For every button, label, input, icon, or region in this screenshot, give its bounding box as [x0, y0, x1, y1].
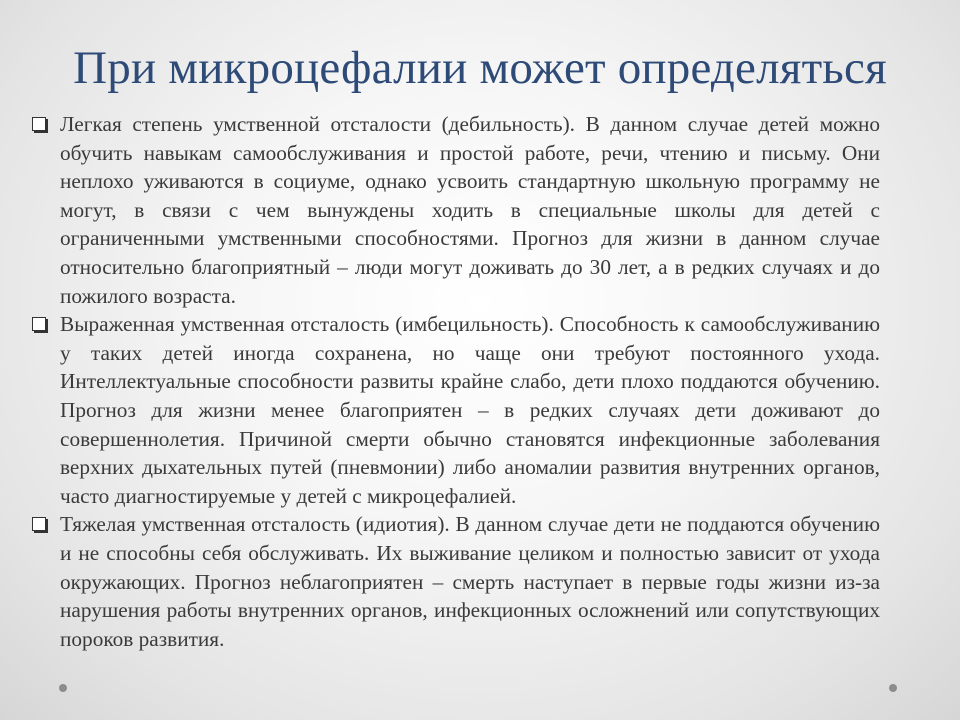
list-item: [28, 510, 880, 653]
checkbox-square-icon: [32, 117, 46, 131]
list-item: [28, 310, 880, 510]
bullet-list: [28, 110, 880, 653]
list-item-text: Легкая степень умственной отсталости (дебильность). В данном случае детей можно обучить навыкам самообслуживания и простой работе, речи, чтению и письму. Они неплохо уживаются в социуме, однако усвоить стандартную школьную программу не могут, в связи с чем вынуждены ходить в специальные школы для детей с ограниченными умственными способностями. Прогноз для жизни в данном случае относительно благоприятный – люди могут доживать до 30 лет, а в редких случаях и до пожилого возраста.: [60, 112, 880, 308]
checkbox-square-icon: [32, 517, 46, 531]
list-item-text: Тяжелая умственная отсталость (идиотия). В данном случае дети не поддаются обучению и не способны себя обслуживать. Их выживание целиком и полностью зависит от ухода окружающих. Прогноз неблагоприятен – смерть наступает в первые годы жизни из-за нарушения работы внутренних органов, инфекционных осложнений или сопутствующих пороков развития.: [60, 512, 880, 651]
slide-title: При микроцефалии может определяться: [73, 42, 887, 94]
list-item: [28, 110, 880, 310]
decorative-dot-right: [889, 684, 897, 692]
list-item-text: Выраженная умственная отсталость (имбецильность). Способность к самообслуживанию у таких детей иногда сохранена, но чаще они требуют постоянного ухода. Интеллектуальные способности развиты крайне слабо, дети плохо поддаются обучению. Прогноз для жизни менее благоприятен – в редких случаях дети доживают до совершеннолетия. Причиной смерти обычно становятся инфекционные заболевания верхних дыхательных путей (пневмонии) либо аномалии развития внутренних органов, часто диагностируемые у детей с микроцефалией.: [60, 312, 880, 508]
decorative-dot-left: [59, 684, 67, 692]
checkbox-square-icon: [32, 317, 46, 331]
